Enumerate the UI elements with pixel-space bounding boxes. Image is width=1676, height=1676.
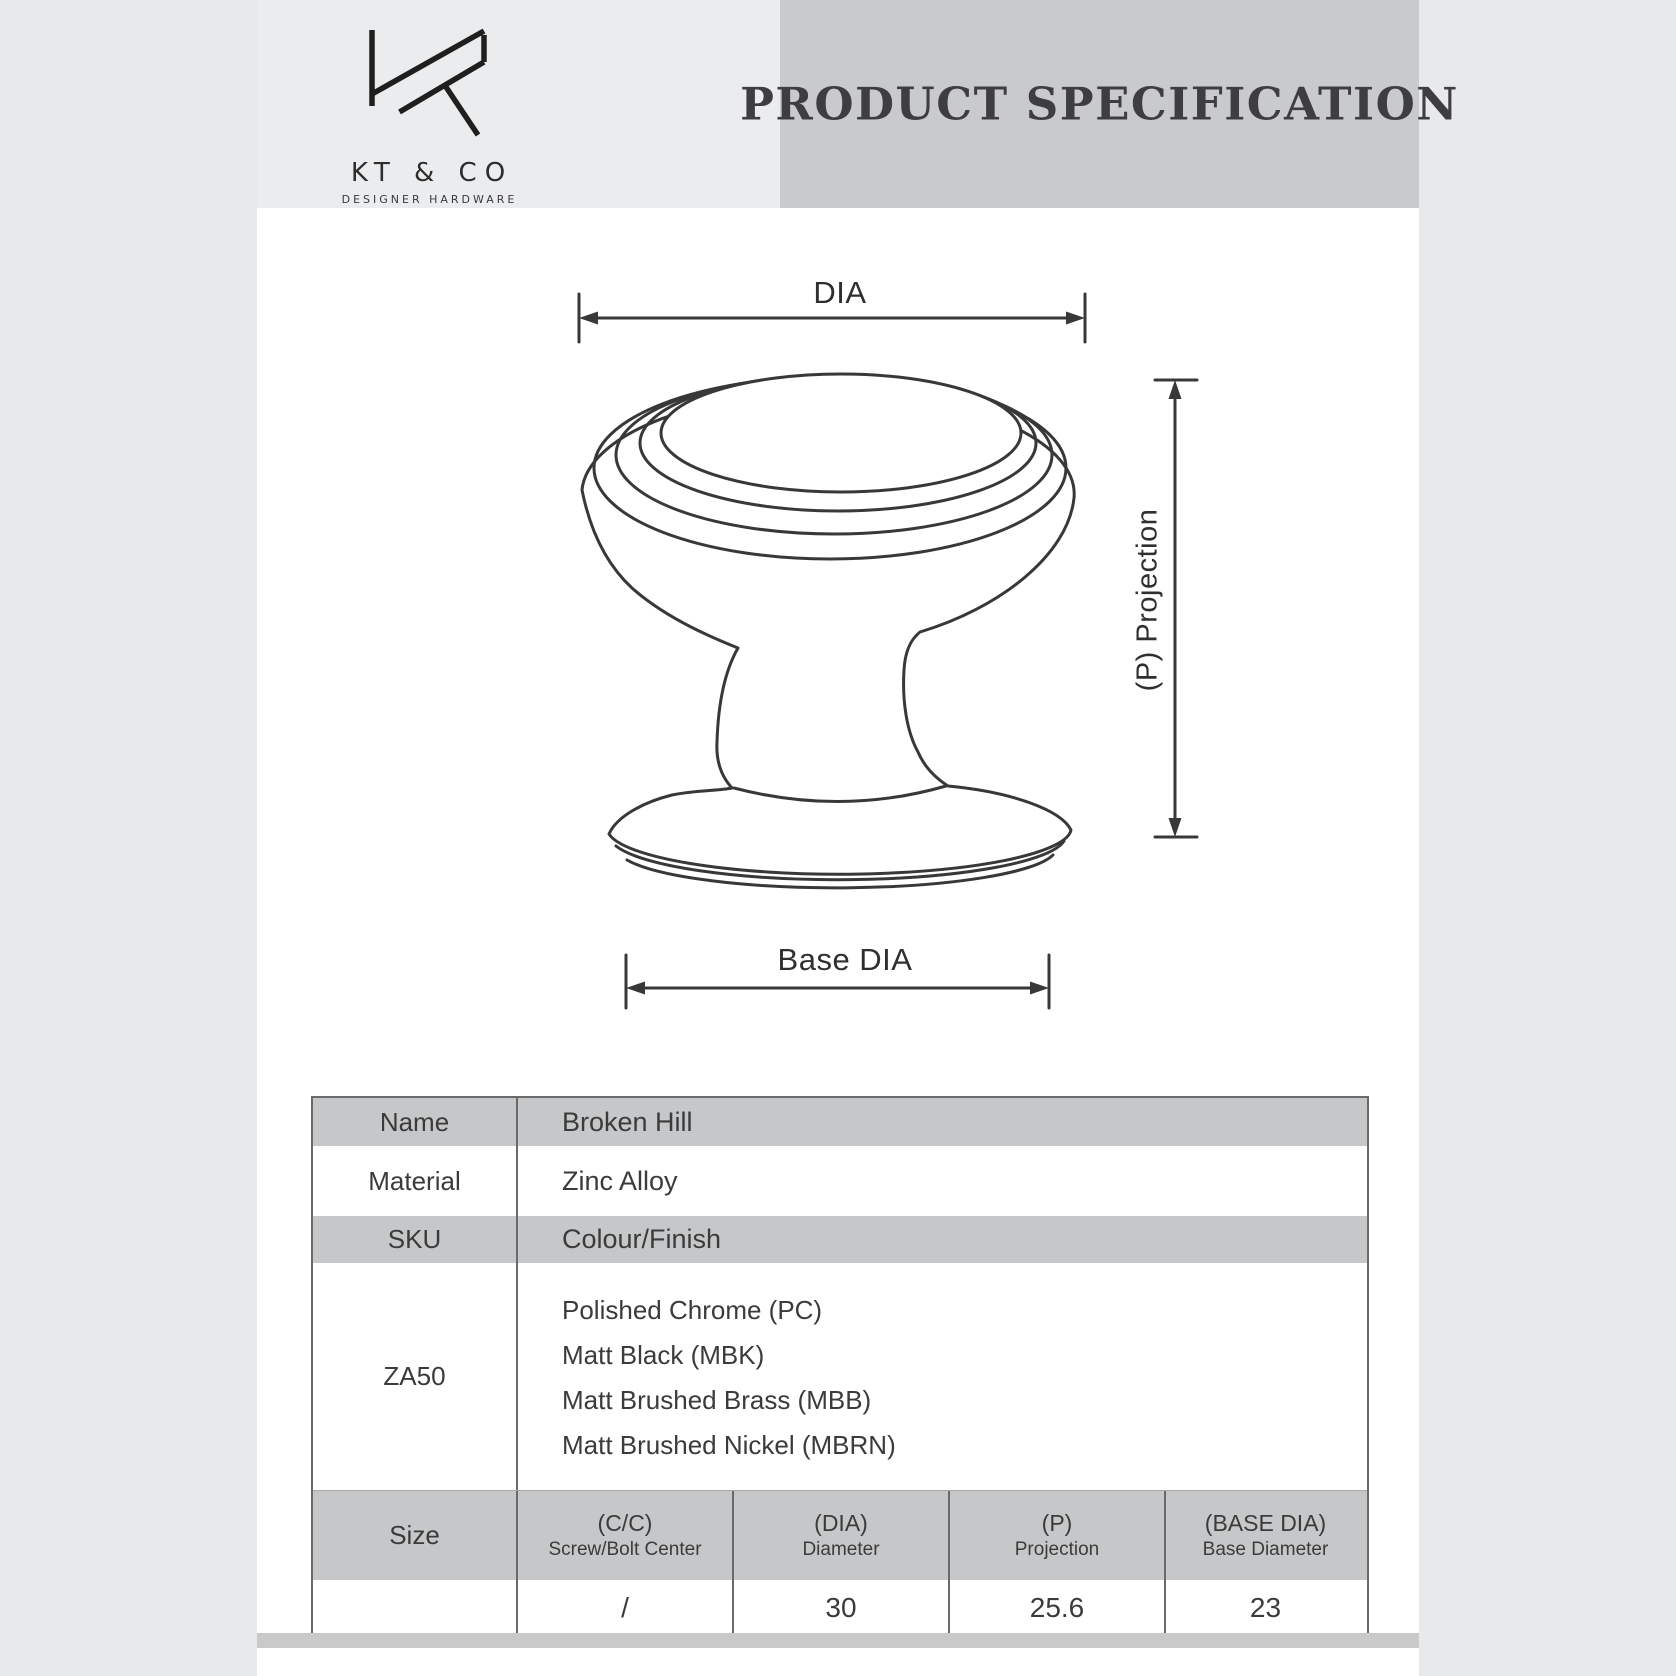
size-label: Size: [389, 1520, 440, 1550]
finish-option: Matt Brushed Brass (MBB): [562, 1385, 872, 1415]
brand-tagline: DESIGNER HARDWARE: [341, 193, 518, 206]
dia-desc: Diameter: [802, 1539, 880, 1560]
dia-value: 30: [732, 1580, 948, 1636]
table-row-sku-header: [313, 1216, 1367, 1263]
knob-technical-drawing: [520, 250, 1230, 1010]
finish-option: Polished Chrome (PC): [562, 1295, 823, 1325]
name-label: Name: [379, 1106, 450, 1137]
size-col-p: [948, 1491, 1164, 1580]
size-col-cc: [516, 1491, 732, 1580]
basedia-value: 23: [1164, 1580, 1365, 1636]
cc-desc: Screw/Bolt Center: [548, 1539, 702, 1560]
table-row-material: [313, 1146, 1367, 1216]
p-value: 25.6: [948, 1580, 1164, 1636]
sku-value: ZA50: [383, 1361, 446, 1391]
size-value-empty: [313, 1580, 516, 1636]
name-value: Broken Hill: [516, 1098, 1367, 1146]
table-row-colours: [313, 1263, 1367, 1490]
brand-name: KT & CO: [350, 158, 514, 188]
p-desc: Projection: [1014, 1539, 1100, 1560]
dia-code: (DIA): [814, 1510, 868, 1536]
spec-table: [311, 1096, 1369, 1638]
cc-code: (C/C): [597, 1510, 653, 1536]
table-row-size-header: [313, 1490, 1367, 1580]
finish-option: Matt Black (MBK): [562, 1340, 765, 1370]
finish-option: Matt Brushed Nickel (MBRN): [562, 1430, 896, 1460]
document-page: [257, 0, 1459, 1676]
table-row-size-values: [313, 1580, 1367, 1636]
material-label: Material: [368, 1165, 461, 1196]
projection-dimension-label: (P) Projection: [1131, 508, 1164, 692]
size-col-basedia: [1164, 1491, 1365, 1580]
header-logo-strip: [257, 0, 780, 208]
finish-label: Colour/Finish: [516, 1216, 1367, 1263]
title-banner: [740, 0, 1459, 208]
kt-monogram-icon: [368, 26, 488, 150]
dia-dimension-label: DIA: [813, 275, 867, 310]
table-row-name: [313, 1098, 1367, 1146]
cc-value: /: [516, 1580, 732, 1636]
size-col-dia: [732, 1491, 948, 1580]
brand-logo: [315, 26, 541, 206]
p-code: (P): [1041, 1510, 1073, 1536]
basedia-code: (BASE DIA): [1204, 1510, 1327, 1536]
sku-label: SKU: [387, 1224, 442, 1254]
page-bottom-strip: [257, 1633, 1419, 1648]
finish-list: [516, 1263, 1367, 1490]
base-dia-dimension-label: Base DIA: [777, 942, 913, 977]
basedia-desc: Base Diameter: [1202, 1539, 1329, 1560]
material-value: Zinc Alloy: [516, 1146, 1367, 1216]
page-title: PRODUCT SPECIFICATION: [740, 77, 1459, 131]
